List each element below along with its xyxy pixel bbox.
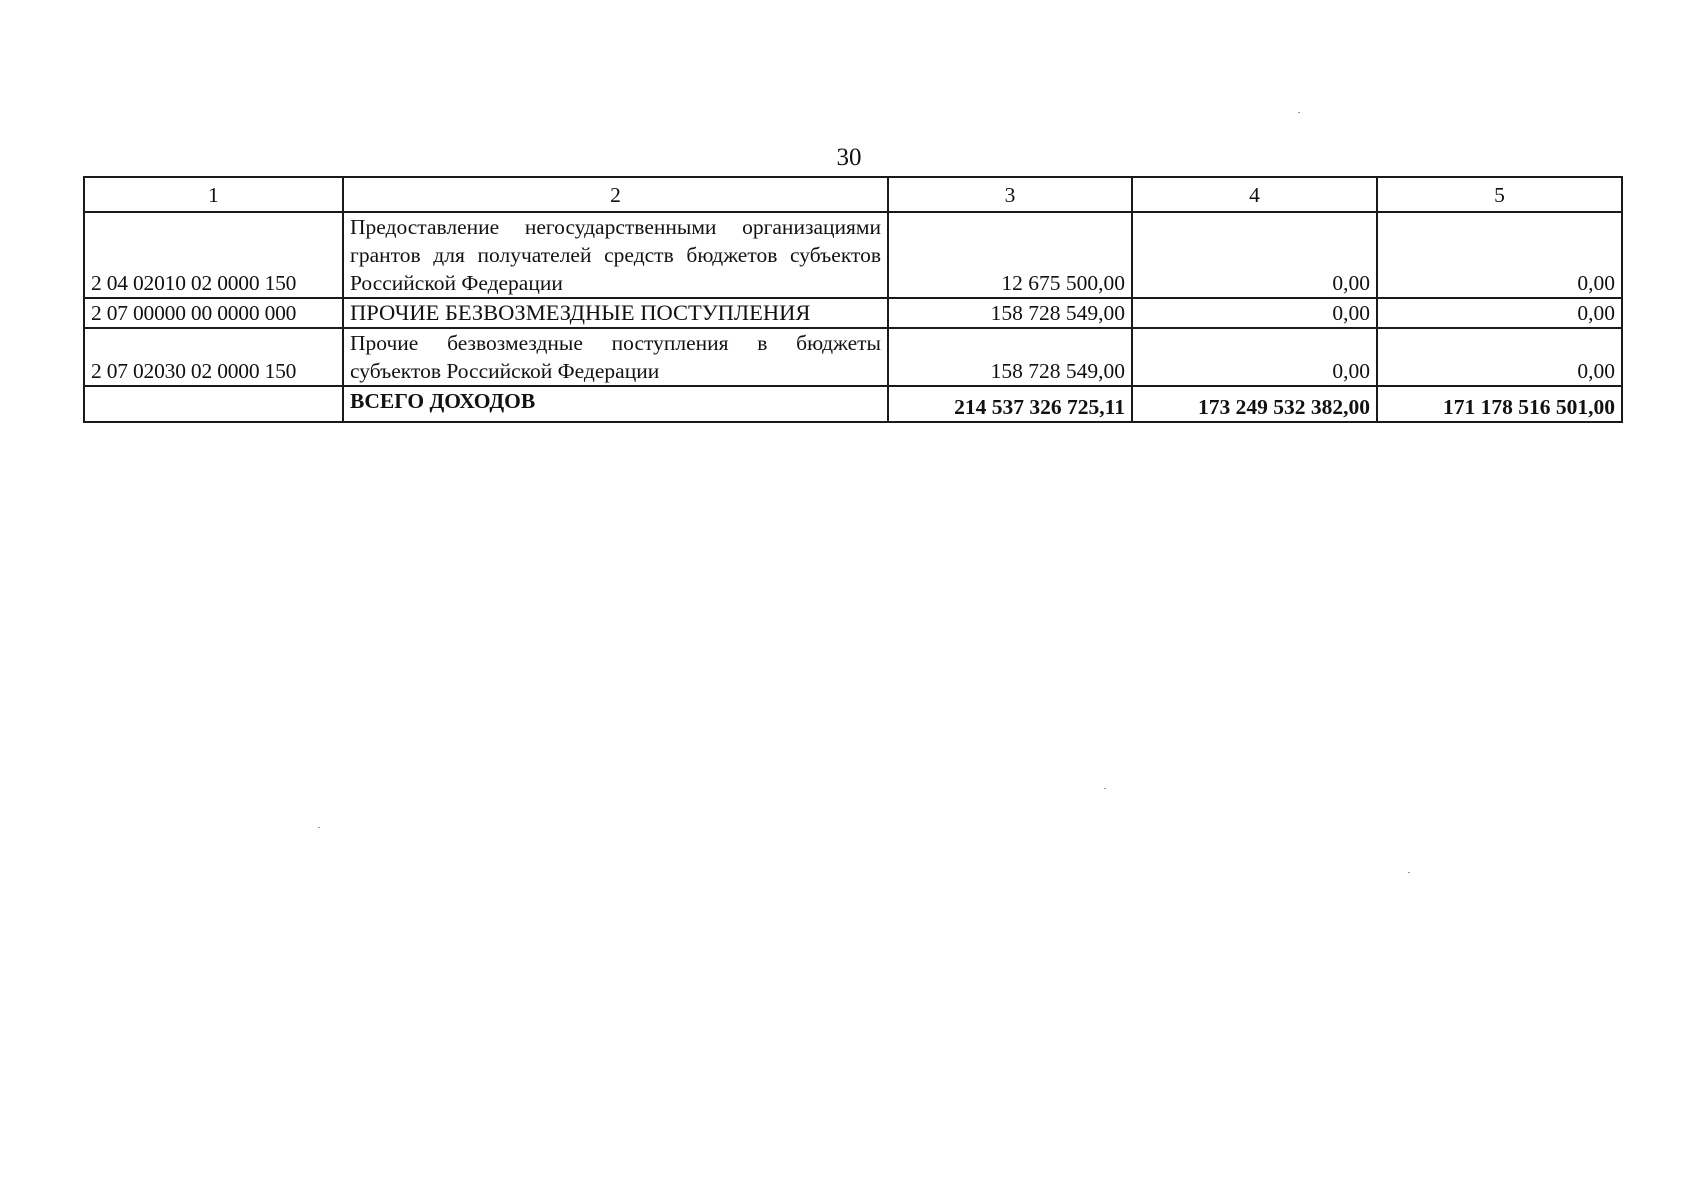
table-row	[84, 298, 1622, 328]
amount-col4: 0,00	[1132, 212, 1377, 298]
amount-col5: 0,00	[1377, 328, 1622, 386]
budget-code: 2 07 02030 02 0000 150	[84, 328, 343, 386]
revenue-name: ПРОЧИЕ БЕЗВОЗМЕЗДНЫЕ ПОСТУПЛЕНИЯ	[343, 298, 888, 328]
scan-speck	[1104, 788, 1106, 789]
amount-col5: 0,00	[1377, 298, 1622, 328]
amount-col3: 158 728 549,00	[888, 328, 1132, 386]
scan-speck	[318, 827, 320, 828]
revenue-name: Прочие безвозмездные поступления в бюджеты субъектов Российской Федерации	[343, 328, 888, 386]
total-col4: 173 249 532 382,00	[1132, 386, 1377, 422]
column-header-2: 2	[343, 177, 888, 212]
column-header-3: 3	[888, 177, 1132, 212]
scan-speck	[1298, 112, 1300, 113]
revenue-table	[83, 176, 1623, 423]
amount-col4: 0,00	[1132, 328, 1377, 386]
revenue-name: Предоставление негосударственными организациями грантов для получателей средств бюджетов субъектов Российской Федерации	[343, 212, 888, 298]
amount-col3: 12 675 500,00	[888, 212, 1132, 298]
amount-col4: 0,00	[1132, 298, 1377, 328]
column-header-1: 1	[84, 177, 343, 212]
total-code	[84, 386, 343, 422]
total-label: ВСЕГО ДОХОДОВ	[343, 386, 888, 422]
budget-code: 2 07 00000 00 0000 000	[84, 298, 343, 328]
total-row	[84, 386, 1622, 422]
total-col5: 171 178 516 501,00	[1377, 386, 1622, 422]
scan-speck	[1408, 872, 1410, 873]
column-header-5: 5	[1377, 177, 1622, 212]
table-row	[84, 328, 1622, 386]
amount-col5: 0,00	[1377, 212, 1622, 298]
header-row	[84, 177, 1622, 212]
total-col3: 214 537 326 725,11	[888, 386, 1132, 422]
column-header-4: 4	[1132, 177, 1377, 212]
table-row	[84, 212, 1622, 298]
amount-col3: 158 728 549,00	[888, 298, 1132, 328]
budget-code: 2 04 02010 02 0000 150	[84, 212, 343, 298]
page-number: 30	[836, 144, 862, 171]
